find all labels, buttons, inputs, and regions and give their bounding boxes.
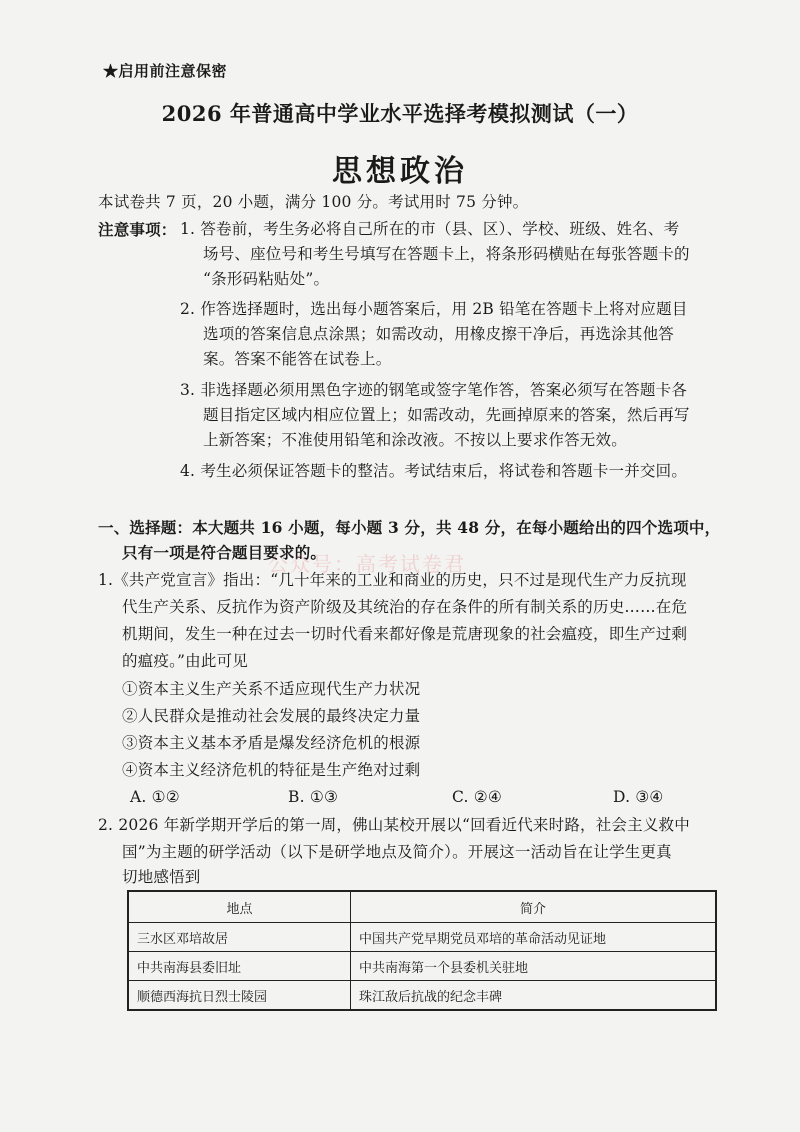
q1-option-d: D. ③④ xyxy=(613,788,664,806)
section-1-subtitle: 只有一项是符合题目要求的。 xyxy=(122,543,327,562)
table-cell-description: 珠江敌后抗战的纪念丰碑 xyxy=(351,981,717,1011)
note-3-line-3: 上新答案；不准使用铅笔和涂改液。不按以上要求作答无效。 xyxy=(203,431,627,449)
table-cell-location: 中共南海县委旧址 xyxy=(128,952,351,981)
section-1-title: 一、选择题：本大题共 16 小题，每小题 3 分，共 48 分，在每小题给出的四个选项中， xyxy=(98,518,721,537)
study-site-table xyxy=(127,890,717,1011)
notes-label: 注意事项： xyxy=(98,220,177,239)
q1-option-c: C. ②④ xyxy=(452,788,502,806)
note-1-line-3: “条形码粘贴处”。 xyxy=(203,270,330,288)
table-cell-location: 三水区邓培故居 xyxy=(128,923,351,952)
note-4-line-1: 4. 考生必须保证答题卡的整洁。考试结束后，将试卷和答题卡一并交回。 xyxy=(180,462,688,480)
confidential-note: ★启用前注意保密 xyxy=(103,62,228,80)
q2-stem-line-1: 2. 2026 年新学期开学后的第一周，佛山某校开展以“回看近代来时路，社会主义救中 xyxy=(98,816,690,834)
exam-title: 2026 年普通高中学业水平选择考模拟测试（一） xyxy=(161,101,639,126)
table-row xyxy=(128,981,716,1011)
note-1-line-2: 场号、座位号和考生号填写在答题卡上，将条形码横贴在每张答题卡的 xyxy=(203,245,690,263)
q1-statement-4: ④资本主义经济危机的特征是生产绝对过剩 xyxy=(122,761,421,779)
q1-option-b: B. ①③ xyxy=(288,788,339,806)
note-3-line-2: 题目指定区域内相应位置上；如需改动，先画掉原来的答案，然后再写 xyxy=(203,406,690,424)
q2-stem-line-2: 国”为主题的研学活动（以下是研学地点及简介）。开展这一活动旨在让学生更真 xyxy=(122,843,672,861)
table-cell-location: 顺德西海抗日烈士陵园 xyxy=(128,981,351,1011)
q1-stem-line-3: 机期间，发生一种在过去一切时代看来都好像是荒唐现象的社会瘟疫，即生产过剩 xyxy=(122,625,688,643)
note-3-line-1: 3. 非选择题必须用黑色字迹的钢笔或签字笔作答，答案必须写在答题卡各 xyxy=(180,381,688,399)
table-header-description: 简介 xyxy=(351,891,717,923)
note-2-line-3: 案。答案不能答在试卷上。 xyxy=(203,350,392,368)
q1-stem-line-2: 代生产关系、反抗作为资产阶级及其统治的存在条件的所有制关系的历史……在危 xyxy=(122,598,688,616)
q1-statement-2: ②人民群众是推动社会发展的最终决定力量 xyxy=(122,707,421,725)
q1-statement-1: ①资本主义生产关系不适应现代生产力状况 xyxy=(122,680,421,698)
note-2-line-1: 2. 作答选择题时，选出每小题答案后，用 2B 铅笔在答题卡上将对应题目 xyxy=(180,300,688,318)
q1-stem-line-4: 的瘟疫。”由此可见 xyxy=(122,652,248,670)
subject-title: 思想政治 xyxy=(332,154,468,189)
table-cell-description: 中国共产党早期党员邓培的革命活动见证地 xyxy=(351,923,717,952)
watermark-text: 公众号：高考试卷君 xyxy=(268,552,466,576)
note-1-line-1: 1. 答卷前，考生务必将自己所在的市（县、区）、学校、班级、姓名、考 xyxy=(180,220,680,238)
table-header-location: 地点 xyxy=(128,891,351,923)
table-row xyxy=(128,923,716,952)
exam-intro: 本试卷共 7 页，20 小题，满分 100 分。考试用时 75 分钟。 xyxy=(98,193,529,211)
q1-statement-3: ③资本主义基本矛盾是爆发经济危机的根源 xyxy=(122,734,421,752)
q1-stem-line-1: 1.《共产党宣言》指出：“几十年来的工业和商业的历史，只不过是现代生产力反抗现 xyxy=(98,571,687,589)
q1-option-a: A. ①② xyxy=(130,788,180,806)
q2-stem-line-3: 切地感悟到 xyxy=(122,868,201,886)
note-2-line-2: 选项的答案信息点涂黑；如需改动，用橡皮擦干净后，再选涂其他答 xyxy=(203,325,675,343)
table-row xyxy=(128,952,716,981)
table-header-row xyxy=(128,891,716,923)
table-cell-description: 中共南海第一个县委机关驻地 xyxy=(351,952,717,981)
